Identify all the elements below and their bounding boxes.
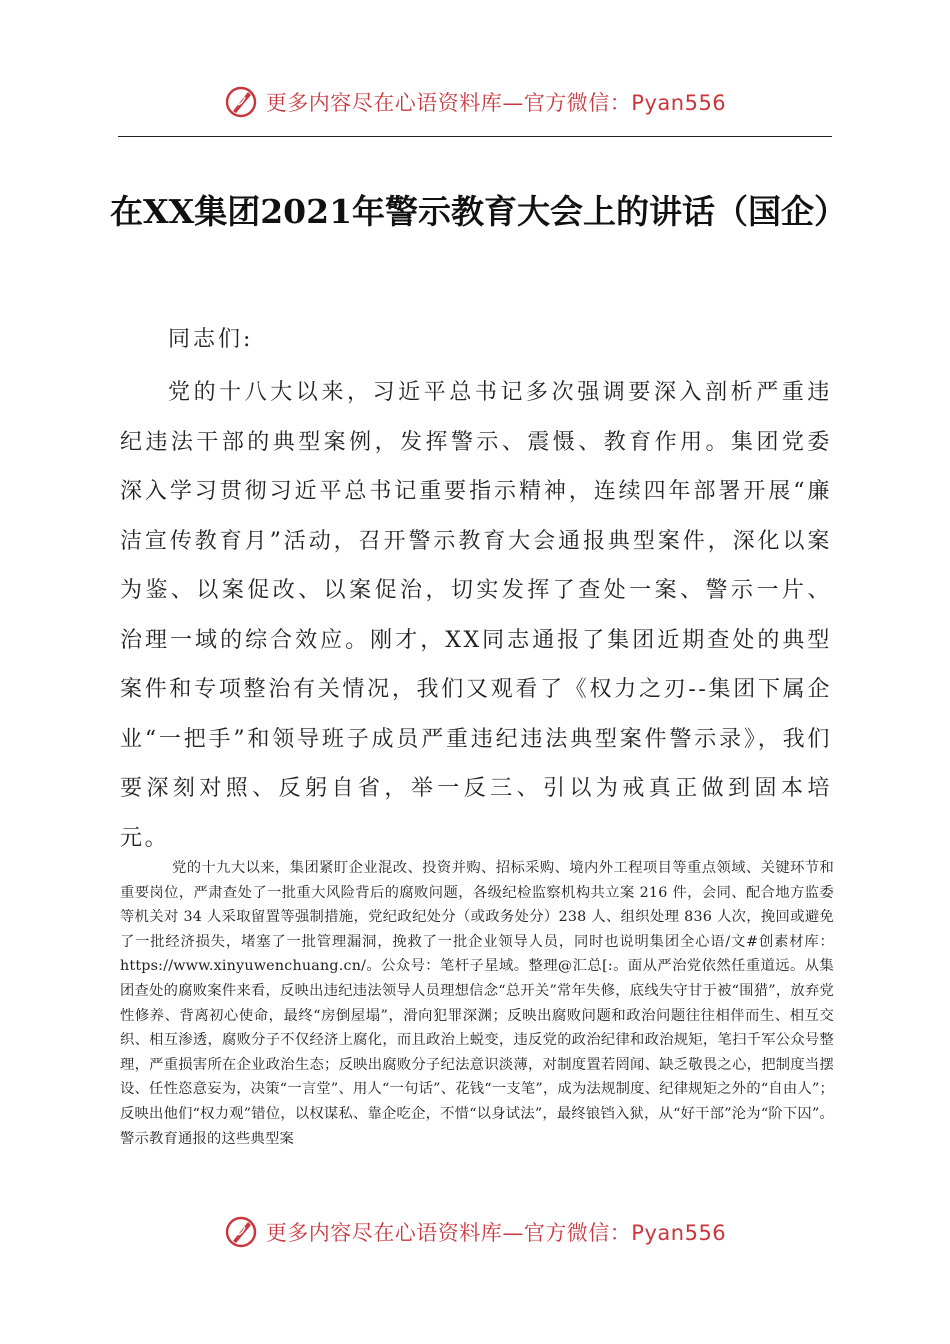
header-banner — [0, 82, 950, 122]
quill-logo-icon — [224, 1215, 258, 1249]
greeting: 同志们: — [168, 327, 254, 352]
header-rule — [118, 136, 832, 137]
document-title: 在XX集团2021年警示教育大会上的讲话（国企） — [110, 192, 848, 231]
footer-banner-text: 更多内容尽在心语资料库—官方微信：Pyan556 — [265, 1221, 727, 1245]
paragraph-1: 党的十八大以来，习近平总书记多次强调要深入剖析严重违纪违法干部的典型案例，发挥警示、震慑、教育作用。集团党委深入学习贯彻习近平总书记重要指示精神，连续四年部署开展“廉洁宣传教育月”活动，召开警示教育大会通报典型案件，深化以案为鉴、以案促改、以案促治，切实发挥了查处一案、警示一片、治理一域的综合效应。刚才，XX同志通报了集团近期查处的典型案件和专项整治有关情况，我们又观看了《权力之刃--集团下属企业“一把手”和领导班子成员严重违纪违法典型案件警示录》，我们要深刻对照、反躬自省，举一反三、引以为戒真正做到固本培元。 — [120, 380, 832, 851]
header-banner-text: 更多内容尽在心语资料库—官方微信：Pyan556 — [265, 91, 727, 115]
paragraph-2: 党的十九大以来，集团紧盯企业混改、投资并购、招标采购、境内外工程项目等重点领域、关键环节和重要岗位，严肃查处了一批重大风险背后的腐败问题，各级纪检监察机构共立案 216 件，会同、配合地方监委等机关对 34 人采取留置等强制措施，党纪政纪处分（或政务处分）238 人、组织处理 836 人次，挽回或避免了一批经济损失，堵塞了一批管理漏洞，挽救了一批企业领导人员，同时也说明集团全心语/文#创素材库：https://www.xinyuwenchuang.cn/。公众号：笔杆子星域。整理@汇总[:。面从严治党依然任重道远。从集团查处的腐败案件来看，反映出违纪违法领导人员理想信念“总开关”常年失修，底线失守甘于被“围猎”，放弃党性修养、背离初心使命，最终“房倒屋塌”，滑向犯罪深渊；反映出腐败问题和政治问题往往相伴而生、相互交织、相互渗透，腐败分子不仅经济上腐化，而且政治上蜕变，违反党的政治纪律和政治规矩，笔扫千军公众号整理，严重损害所在企业政治生态；反映出腐败分子纪法意识淡薄，对制度置若罔闻、缺乏敬畏之心，把制度当摆设、任性恣意妄为，决策“一言堂”、用人“一句话”、花钱“一支笔”，成为法规制度、纪律规矩之外的“自由人”；反映出他们“权力观”错位，以权谋私、靠企吃企，不惜“以身试法”，最终锒铛入狱，从“好干部”沦为“阶下囚”。警示教育通报的这些典型案 — [120, 860, 834, 1147]
quill-logo-icon — [224, 85, 258, 119]
footer-banner — [0, 1212, 950, 1252]
